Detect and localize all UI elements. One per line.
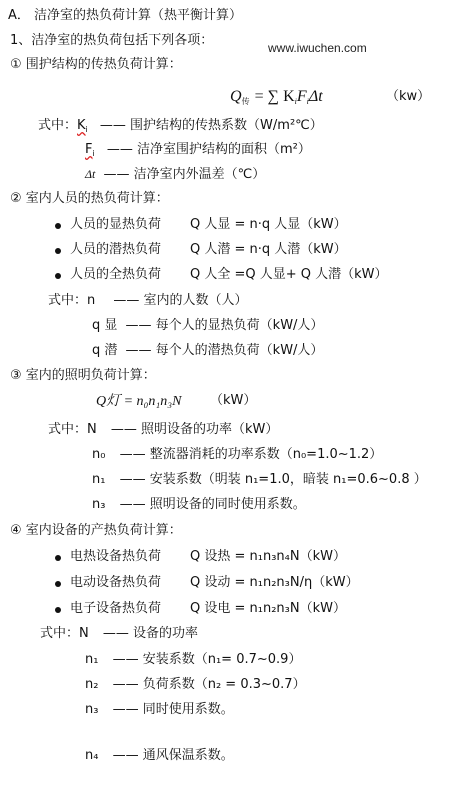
section-1-heading: ① 围护结构的传热负荷计算： — [10, 57, 182, 72]
section-1-formula — [230, 86, 323, 107]
n3-symbol: n₃ — [85, 702, 99, 717]
s4-where-row-n4 — [85, 748, 234, 764]
n0-description: —— 整流器消耗的功率系数（n₀=1.0~1.2） — [119, 447, 383, 462]
s2-bullet-1-formula: Q 人显 = n·q 人显（kW） — [190, 217, 347, 232]
s2-where-row-qx — [92, 318, 323, 334]
n3-description: —— 同时使用系数。 — [112, 702, 234, 717]
where-label: 式中：N — [48, 422, 97, 437]
n1-description: —— 安装系数（明装 n₁=1.0，暗装 n₁=0.6~0.8 ） — [119, 472, 427, 487]
s4-bullet-3-label: 电子设备热负荷 — [70, 601, 162, 616]
s2-bullet-2-formula: Q 人潜 = n·q 人潜（kW） — [190, 242, 347, 257]
s3-where-row-n1 — [92, 472, 427, 488]
bullet-dot — [55, 555, 61, 561]
s2-bullet-1-label: 人员的显热负荷 — [70, 217, 162, 232]
n-description: —— 室内的人数（人） — [113, 293, 248, 308]
dt-description: —— 洁净室内外温差（℃） — [103, 167, 266, 182]
k-symbol: K — [77, 118, 86, 133]
s2-where-row-n — [48, 293, 248, 309]
n3-description: —— 照明设备的同时使用系数。 — [119, 497, 306, 512]
s4-bullet-1-formula: Q 设热 = n₁n₃n₄N（kW） — [190, 549, 346, 564]
s4-where-row-n3 — [85, 702, 234, 718]
where-label: 式中：n — [48, 293, 96, 308]
dt-symbol: Δt — [85, 167, 96, 181]
watermark: www.iwuchen.com — [268, 41, 367, 55]
s2-bullet-2-label: 人员的潜热负荷 — [70, 242, 162, 257]
n2-symbol: n₂ — [85, 677, 99, 692]
s2-where-row-qq — [92, 343, 323, 359]
s1-where-row-dt — [85, 166, 265, 183]
s1-where-row-f — [85, 142, 311, 158]
where-label: 式中：N — [40, 626, 89, 641]
N-description: —— 设备的功率 — [102, 626, 199, 641]
q-qian-symbol: q 潜 — [92, 343, 118, 358]
bullet-dot — [55, 607, 61, 613]
f-description: —— 洁净室围护结构的面积（m²） — [106, 142, 311, 157]
s3-where-row-n3 — [92, 497, 306, 513]
formula-k-sub: i — [294, 97, 297, 106]
formula-sum: = ∑ K — [254, 88, 295, 105]
q-qian-description: —— 每个人的潜热负荷（kW/人） — [125, 343, 324, 358]
formula-unit-text: （kw） — [386, 89, 431, 104]
s3-where-row-N — [48, 422, 278, 438]
s4-bullet-2-label: 电动设备热负荷 — [70, 575, 162, 590]
section-3-formula: Q灯 = n₀n₁n₃N — [96, 394, 182, 409]
s4-where-row-N — [40, 626, 198, 642]
document-title: A． 洁净室的热负荷计算（热平衡计算） — [8, 8, 243, 23]
s2-bullet-3-label: 人员的全热负荷 — [70, 267, 162, 282]
formula-dt: Δt — [308, 88, 323, 105]
s3-where-row-n0 — [92, 447, 382, 463]
bullet-dot — [55, 581, 61, 587]
formula-q-sub: 传 — [241, 97, 250, 106]
k-description: —— 围护结构的传热系数（W/m²℃） — [99, 118, 323, 133]
n2-description: —— 负荷系数（n₂ = 0.3~0.7） — [112, 677, 306, 692]
s4-where-row-n2 — [85, 677, 306, 693]
n1-symbol: n₁ — [85, 652, 99, 667]
intro-line: 1、洁净室的热负荷包括下列各项： — [10, 33, 214, 48]
s1-where-row-k — [38, 118, 323, 134]
section-4-heading: ④ 室内设备的产热负荷计算： — [10, 523, 182, 538]
bullet-dot — [55, 223, 61, 229]
where-label: 式中： — [38, 118, 78, 133]
bullet-dot — [55, 248, 61, 254]
n1-symbol: n₁ — [92, 472, 106, 487]
n4-symbol: n₄ — [85, 748, 99, 763]
s2-bullet-3-formula: Q 人全 =Q 人显+ Q 人潜（kW） — [190, 267, 388, 282]
bullet-dot — [55, 273, 61, 279]
f-symbol: F — [85, 142, 93, 157]
formula-f-sub: i — [306, 97, 309, 106]
formula-unit — [386, 89, 430, 105]
s4-where-row-n1 — [85, 652, 301, 668]
s4-bullet-1-label: 电热设备热负荷 — [70, 549, 162, 564]
n4-description: —— 通风保温系数。 — [112, 748, 234, 763]
formula-f: F — [296, 88, 307, 105]
s4-bullet-2-formula: Q 设动 = n₁n₂n₃N/η（kW） — [190, 575, 359, 590]
n0-symbol: n₀ — [92, 447, 106, 462]
section-2-heading: ② 室内人员的热负荷计算： — [10, 191, 169, 206]
formula-q: Q — [230, 88, 242, 105]
k-sub: i — [85, 125, 88, 134]
n1-description: —— 安装系数（n₁= 0.7~0.9） — [112, 652, 302, 667]
s4-bullet-3-formula: Q 设电 = n₁n₂n₃N（kW） — [190, 601, 346, 616]
q-xian-description: —— 每个人的显热负荷（kW/人） — [125, 318, 324, 333]
q-xian-symbol: q 显 — [92, 318, 118, 333]
N-description: —— 照明设备的功率（kW） — [110, 422, 279, 437]
section-3-heading: ③ 室内的照明负荷计算： — [10, 368, 156, 383]
section-3-formula-unit: （kW） — [210, 393, 257, 408]
n3-symbol: n₃ — [92, 497, 106, 512]
f-sub: i — [92, 149, 95, 158]
